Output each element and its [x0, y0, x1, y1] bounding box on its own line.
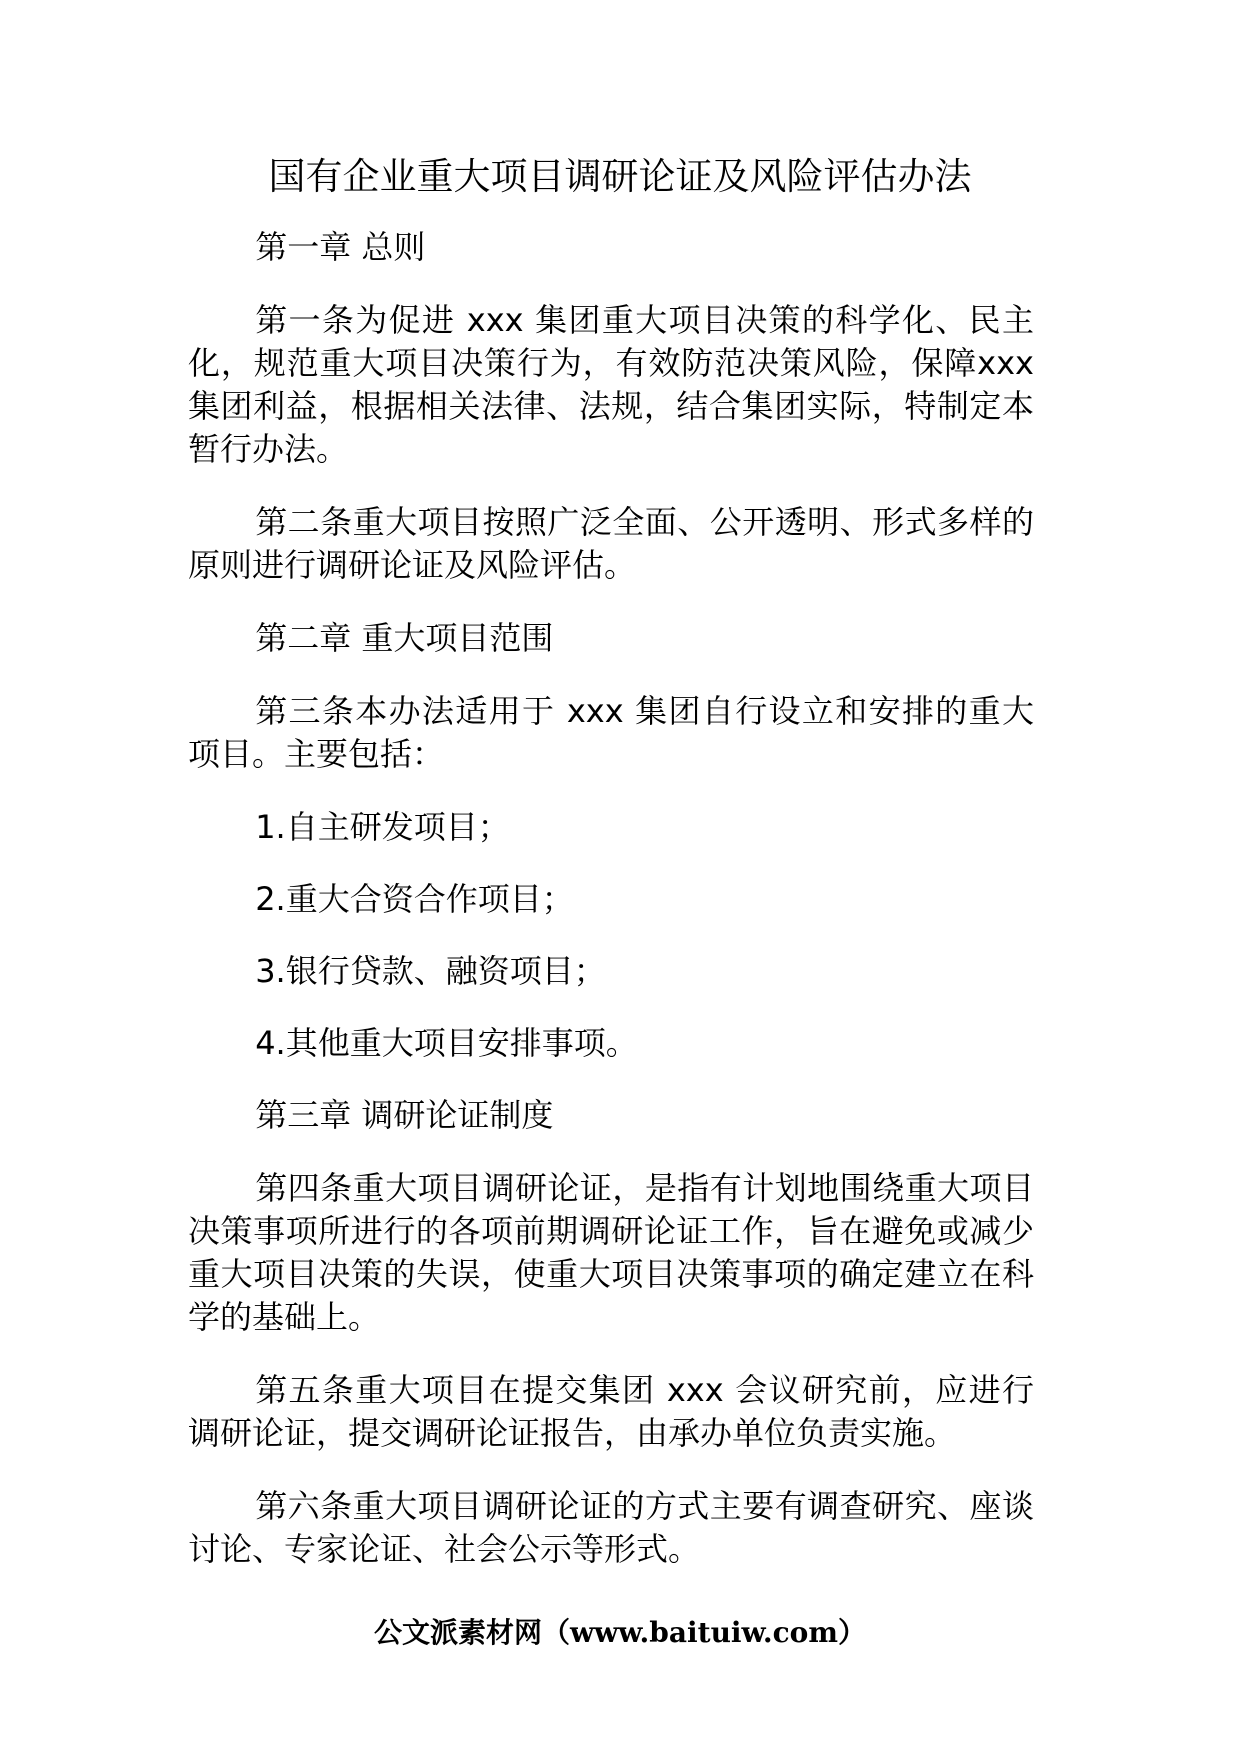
article-paragraph: 第三条本办法适用于 xxx 集团自行设立和安排的重大项目。主要包括： [188, 692, 1034, 773]
chapter-heading: 第一章 总则 [255, 228, 426, 266]
article-paragraph: 第一条为促进 xxx 集团重大项目决策的科学化、民主化，规范重大项目决策行为，有效防范决策风险，保障xxx 集团利益，根据相关法律、法规，结合集团实际，特制定本暂行办法。 [188, 301, 1034, 468]
chapter-heading: 第二章 重大项目范围 [255, 619, 554, 657]
document-body [188, 226, 1034, 1571]
article-paragraph: 第四条重大项目调研论证，是指有计划地围绕重大项目决策事项所进行的各项前期调研论证工作，旨在避免或减少重大项目决策的失误，使重大项目决策事项的确定建立在科学的基础上。 [188, 1169, 1034, 1336]
article-paragraph: 第二条重大项目按照广泛全面、公开透明、形式多样的原则进行调研论证及风险评估。 [188, 503, 1034, 584]
footer-watermark: 公文派素材网（www.baituiw.com） [374, 1616, 866, 1649]
document-title: 国有企业重大项目调研论证及风险评估办法 [268, 155, 972, 198]
list-item: 2.重大合资合作项目； [255, 880, 574, 918]
list-item: 3.银行贷款、融资项目； [255, 952, 606, 990]
chapter-heading: 第三章 调研论证制度 [255, 1096, 554, 1134]
list-item: 1.自主研发项目； [255, 808, 510, 846]
article-paragraph: 第五条重大项目在提交集团 xxx 会议研究前，应进行调研论证，提交调研论证报告，由承办单位负责实施。 [188, 1371, 1034, 1452]
list-item: 4.其他重大项目安排事项。 [255, 1024, 638, 1062]
article-paragraph: 第六条重大项目调研论证的方式主要有调查研究、座谈讨论、专家论证、社会公示等形式。 [188, 1487, 1034, 1568]
